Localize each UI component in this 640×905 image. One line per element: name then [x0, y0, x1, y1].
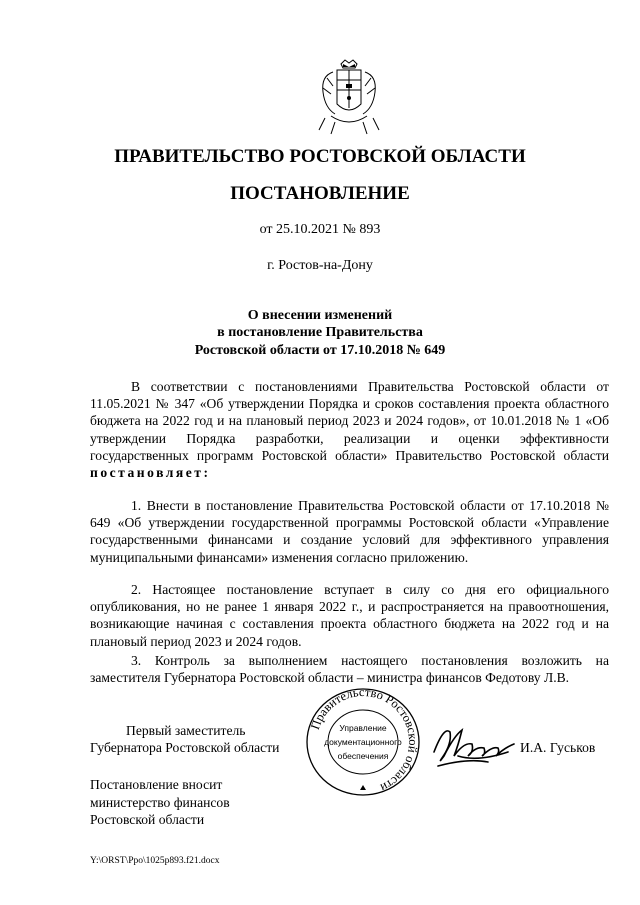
- signer-name: И.А. Гуськов: [520, 740, 596, 755]
- subject-line: в постановление Правительства: [217, 325, 423, 341]
- stamp-center-line: обеспечения: [337, 751, 389, 761]
- file-path: Y:\ORST\Ppo\1025p893.f21.docx: [90, 856, 220, 866]
- government-title: ПРАВИТЕЛЬСТВО РОСТОВСКОЙ ОБЛАСТИ: [114, 146, 526, 167]
- coat-of-arms-icon: [313, 58, 385, 138]
- preamble-text: В соответствии с постановлениями Правительства Ростовской области от 11.05.2021 № 347 «Об утверждении Порядка и сроков составления проекта областного бюджета на 2022 год и на плановый период 2023 и 2024 годов», от 10.01.2018 № 1 «Об утверждении Порядка разработки, реализации и оценки эффективности государственных программ Ростовской области» Правительство Ростовской области: [90, 379, 609, 463]
- item-3: 3. Контроль за выполнением настоящего постановления возложить на заместителя Губернатора Ростовской области – министра финансов Федотову Л.В.: [90, 653, 609, 686]
- signer-position-line2: Губернатора Ростовской области: [90, 740, 280, 755]
- subject-heading: [0, 307, 640, 359]
- stamp-ring-text: Правительство Ростовской области: [308, 687, 421, 796]
- submitted-by-line: Ростовской области: [90, 812, 205, 827]
- submitted-by: [90, 776, 230, 829]
- item-1: 1. Внести в постановление Правительства Ростовской области от 17.10.2018 № 649 «Об утверждении государственной программы Ростовской области «Управление государственными финансами и создание условий для эффективного управления муниципальными финансами» изменения согласно приложению.: [90, 498, 609, 565]
- stamp-center-line: документационного: [324, 737, 402, 747]
- signer-position-line1: Первый заместитель: [126, 723, 246, 738]
- stamp-center-line: Управление: [339, 723, 387, 733]
- decree-word: постановляет:: [90, 465, 211, 481]
- subject-line: Ростовской области от 17.10.2018 № 649: [194, 342, 446, 358]
- item-2: 2. Настоящее постановление вступает в силу со дня его официального опубликования, но не ранее 1 января 2022 г., и распространяется на правоотношения, возникающие начиная с составления проекта областного бюджета на 2022 год и на плановый период 2023 и 2024 годов.: [90, 582, 609, 649]
- handwritten-signature: [428, 722, 520, 772]
- city: г. Ростов-на-Дону: [267, 258, 373, 273]
- subject-line: О внесении изменений: [247, 308, 393, 323]
- document-type: ПОСТАНОВЛЕНИЕ: [230, 183, 410, 204]
- preamble-paragraph: [90, 378, 609, 481]
- submitted-by-line: министерство финансов: [90, 794, 230, 810]
- official-stamp: [298, 687, 428, 801]
- submitted-by-line: Постановление вносит: [90, 777, 223, 792]
- date-number: от 25.10.2021 № 893: [259, 222, 381, 237]
